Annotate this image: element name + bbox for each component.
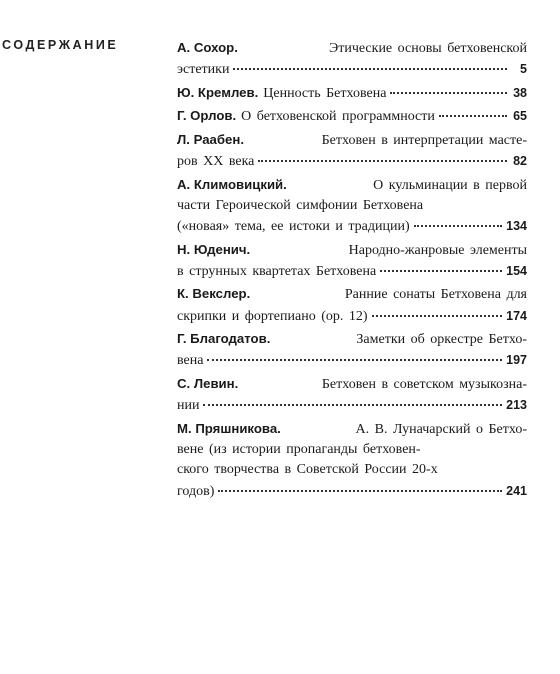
toc-title-text: вена: [177, 353, 204, 369]
toc-entry-line: [177, 196, 527, 216]
toc-title-text: А. В. Луначарский о Бетхо-: [355, 421, 527, 437]
toc-page-number: 154: [506, 263, 527, 278]
table-of-contents: [177, 38, 527, 504]
toc-title-text: Ранние сонаты Бетховена для: [344, 287, 527, 303]
toc-page-number: 65: [513, 109, 527, 124]
toc-title-text: скрипки и фортепиано (ор. 12): [177, 308, 368, 324]
toc-entry-line: [177, 419, 527, 440]
toc-entry-line: [177, 59, 527, 80]
toc-title-text: Ценность Бетховена: [263, 85, 387, 101]
toc-entry-line: [177, 216, 527, 237]
toc-page-number: 82: [513, 154, 527, 169]
toc-page-number: 5: [520, 62, 527, 77]
toc-author: К. Векслер.: [177, 286, 251, 302]
dot-leader: [390, 92, 507, 94]
toc-author: А. Сохор.: [177, 40, 238, 55]
toc-title-text: ского творчества в Советской России 20-х: [177, 462, 438, 478]
toc-page-number: 213: [506, 398, 527, 413]
toc-author: С. Левин.: [177, 375, 239, 391]
toc-page-number: 38: [513, 85, 527, 100]
toc-title-text: О кульминации в первой: [373, 177, 527, 193]
toc-page-number: 174: [506, 308, 527, 323]
dot-leader: [414, 225, 502, 227]
toc-entry-line: [177, 374, 527, 395]
toc-title-text: годов): [177, 483, 215, 499]
toc-entry-line: [177, 38, 527, 59]
toc-title-text: О бетховенской программности: [241, 109, 435, 125]
dot-leader: [380, 270, 502, 272]
toc-entry-line: [177, 284, 527, 305]
toc-entry-line: [177, 350, 527, 371]
toc-entry: [177, 240, 527, 283]
toc-entry-line: [177, 460, 527, 480]
toc-author: Ю. Кремлев.: [177, 84, 259, 100]
toc-author: М. Пряшникова.: [177, 420, 281, 436]
toc-entry-line: [177, 130, 527, 151]
toc-entry: [177, 83, 527, 104]
dot-leader: [218, 490, 502, 492]
toc-entry-line: [177, 175, 527, 196]
toc-title-text: Этические основы бетховенской: [328, 41, 527, 56]
toc-title-text: в струнных квартетах Бетховена: [177, 263, 377, 279]
toc-title-text: нии: [177, 398, 200, 414]
toc-author: Л. Раабен.: [177, 131, 244, 147]
toc-page-number: 134: [506, 219, 527, 234]
toc-entry-line: [177, 440, 527, 460]
toc-entry: [177, 284, 527, 327]
toc-entry: [177, 106, 527, 127]
dot-leader: [233, 68, 507, 70]
toc-entry: [177, 130, 527, 173]
toc-entry-line: [177, 261, 527, 282]
toc-author: Г. Орлов.: [177, 108, 237, 124]
toc-entry-line: [177, 240, 527, 261]
toc-title-text: Заметки об оркестре Бетхо-: [356, 332, 527, 348]
toc-entry: [177, 175, 527, 238]
toc-author: Н. Юденич.: [177, 241, 251, 257]
toc-entry: [177, 374, 527, 417]
toc-entry-line: [177, 106, 527, 127]
toc-title-text: части Героической симфонии Бетховена: [177, 197, 424, 213]
toc-entry-line: [177, 395, 527, 416]
toc-entry-line: [177, 306, 527, 327]
toc-entry-line: [177, 481, 527, 502]
contents-heading: СОДЕРЖАНИЕ: [2, 38, 119, 52]
toc-title-text: Бетховен в интерпретации масте-: [321, 132, 527, 148]
toc-title-text: Бетховен в советском музыкозна-: [321, 376, 527, 392]
toc-entry-line: [177, 151, 527, 172]
toc-entry-line: [177, 329, 527, 350]
toc-title-text: ров XX века: [177, 154, 255, 170]
toc-title-text: эстетики: [177, 62, 230, 78]
dot-leader: [207, 359, 502, 361]
toc-author: Г. Благодатов.: [177, 331, 271, 347]
dot-leader: [203, 404, 502, 406]
toc-page-number: 241: [506, 483, 527, 498]
dot-leader: [258, 160, 507, 162]
dot-leader: [439, 115, 507, 117]
toc-title-text: («новая» тема, ее истоки и традиции): [177, 219, 410, 235]
toc-page-number: 197: [506, 353, 527, 368]
toc-title-text: Народно-жанровые элементы: [348, 242, 527, 258]
dot-leader: [372, 315, 503, 317]
toc-author: А. Климовицкий.: [177, 176, 287, 192]
toc-entry: [177, 419, 527, 502]
toc-title-text: вене (из истории пропаганды бетховен-: [177, 442, 421, 458]
toc-entry: [177, 329, 527, 372]
toc-entry-line: [177, 83, 527, 104]
toc-entry: [177, 38, 527, 81]
